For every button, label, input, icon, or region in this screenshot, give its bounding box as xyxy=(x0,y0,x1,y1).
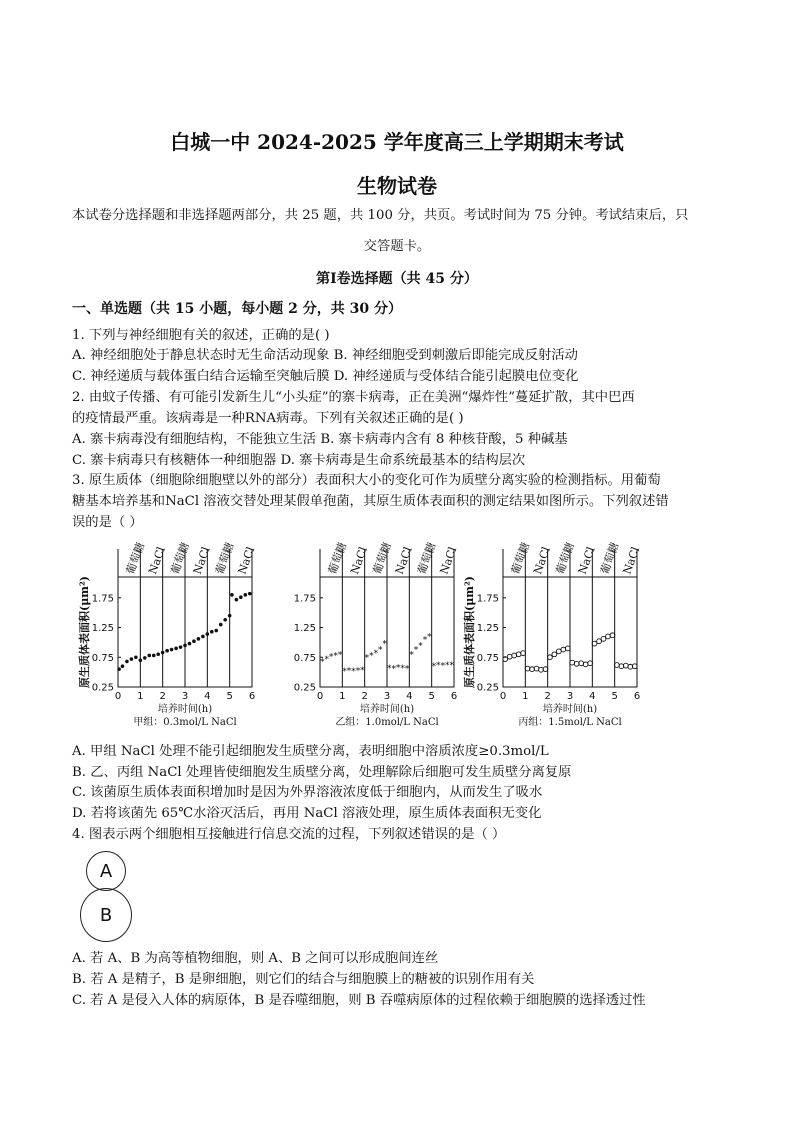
x-tick-label: 0 xyxy=(499,691,507,702)
x-tick-label: 5 xyxy=(226,691,233,702)
treatment-label: 葡萄糖 xyxy=(598,540,622,577)
chart-panel-2 xyxy=(294,540,460,728)
data-point xyxy=(197,637,201,641)
data-point xyxy=(239,595,243,599)
x-tick-label: 0 xyxy=(114,691,122,702)
data-point xyxy=(210,630,214,634)
data-point xyxy=(552,652,557,657)
q4-option-a: A. 若 A、B 为高等植物细胞，则 A、B 之间可以形成胞间连丝 xyxy=(72,951,439,966)
data-point: * xyxy=(337,650,343,661)
q4-option-b: B. 若 A 是精子，B 是卵细胞，则它们的结合与细胞膜上的糖被的识别作用有关 xyxy=(72,972,535,987)
data-point xyxy=(143,656,147,660)
y-tick-label: 0.25 xyxy=(476,682,499,694)
data-point: * xyxy=(351,666,356,677)
data-point xyxy=(174,647,178,651)
treatment-label: NaCl xyxy=(437,545,460,577)
data-point: * xyxy=(333,651,338,662)
data-point xyxy=(597,639,602,644)
x-axis-label: 培养时间(h) xyxy=(542,704,598,715)
x-tick-label: 5 xyxy=(611,691,618,702)
data-point: * xyxy=(364,653,370,664)
x-tick-label: 1 xyxy=(522,691,529,702)
cell-b-label: B xyxy=(99,904,113,926)
data-point: * xyxy=(342,666,347,677)
treatment-label: NaCl xyxy=(190,545,213,577)
q3-charts xyxy=(70,535,670,735)
data-point: * xyxy=(422,635,428,646)
chart-panel-1 xyxy=(77,540,257,728)
data-point: * xyxy=(360,665,365,676)
q3-option-d: D. 若将该菌先 65℃水浴灭活后，再用 NaCl 溶液处理，原生质体表面积无变化 xyxy=(72,806,542,821)
q3-stem-1: 3. 原生质体（细胞除细胞壁以外的部分）表面积大小的变化可作为质壁分离实验的检测指标。用葡萄 xyxy=(72,473,661,488)
chart-title: 乙组：1.0mol/L NaCl xyxy=(335,717,439,728)
treatment-label: 葡萄糖 xyxy=(415,540,439,577)
treatment-label: NaCl xyxy=(531,545,553,577)
data-point xyxy=(165,649,169,653)
section-heading: 一、单选题（共 15 小题，每小题 2 分，共 30 分） xyxy=(72,301,402,317)
data-point xyxy=(248,592,252,596)
treatment-label: 葡萄糖 xyxy=(168,540,192,577)
data-point: * xyxy=(413,645,419,656)
data-point xyxy=(125,660,129,664)
x-tick-label: 4 xyxy=(589,691,596,702)
chart-title: 甲组：0.3mol/L NaCl xyxy=(133,717,237,728)
y-tick-label: 1.25 xyxy=(293,623,316,635)
y-tick-label: 0.25 xyxy=(293,682,316,694)
data-point: * xyxy=(346,666,352,677)
x-axis-label: 培养时间(h) xyxy=(157,704,213,715)
data-point xyxy=(156,652,160,656)
y-axis-label: 原生质体表面积(μm²) xyxy=(78,576,91,688)
data-point: * xyxy=(409,650,414,661)
x-tick-label: 5 xyxy=(428,691,435,702)
treatment-label: NaCl xyxy=(392,545,415,577)
treatment-label: 葡萄糖 xyxy=(370,540,394,577)
y-tick-label: 0.75 xyxy=(91,652,114,664)
data-point xyxy=(219,623,223,627)
data-point xyxy=(235,598,239,602)
y-tick-label: 0.75 xyxy=(476,652,499,664)
data-point: * xyxy=(395,663,401,674)
q2-options-cd: C. 寨卡病毒只有核糖体一种细胞器 D. 寨卡病毒是生命系统最基本的结构层次 xyxy=(72,453,526,468)
q4-option-c: C. 若 A 是侵入人体的病原体，B 是吞噬细胞，则 B 吞噬病原体的过程依赖于细胞膜的选择透过性 xyxy=(72,993,646,1008)
treatment-label: 葡萄糖 xyxy=(553,540,577,577)
intro-line-2: 交答题卡。 xyxy=(363,239,431,254)
data-point: * xyxy=(436,661,441,671)
data-point xyxy=(147,654,151,658)
data-point xyxy=(601,636,606,641)
y-tick-label: 1.75 xyxy=(293,593,316,605)
data-point: * xyxy=(324,655,329,666)
q3-stem-3: 误的是（ ） xyxy=(72,515,143,530)
data-point xyxy=(170,648,174,652)
treatment-label: NaCl xyxy=(146,545,168,577)
data-point: * xyxy=(319,657,325,668)
treatment-label: 葡萄糖 xyxy=(213,540,237,577)
x-tick-label: 3 xyxy=(566,691,574,702)
data-point: * xyxy=(404,664,410,675)
data-point xyxy=(161,651,165,655)
data-point: * xyxy=(369,651,374,662)
q4-stem: 4. 图表示两个细胞相互接触进行信息交流的过程，下列叙述错误的是（ ） xyxy=(72,827,506,842)
y-tick-label: 0.25 xyxy=(91,682,114,694)
x-tick-label: 3 xyxy=(383,691,391,702)
q3-option-b: B. 乙、丙组 NaCl 处理皆使细胞发生质壁分离，处理解除后细胞可发生质壁分离复原 xyxy=(72,765,572,780)
data-point: * xyxy=(386,663,392,674)
data-point xyxy=(228,614,232,618)
data-point xyxy=(139,658,143,662)
data-point: * xyxy=(440,661,446,672)
cell-a-label: A xyxy=(99,860,113,882)
data-point xyxy=(521,651,526,656)
q2-options-ab: A. 寨卡病毒没有细胞结构，不能独立生活 B. 寨卡病毒内含有 8 种核苷酸，5 种碱基 xyxy=(72,432,568,447)
part-heading: 第Ⅰ卷选择题（共 45 分） xyxy=(316,271,478,287)
data-point: * xyxy=(418,641,423,652)
data-point xyxy=(588,661,593,666)
data-point xyxy=(610,633,615,638)
x-tick-label: 4 xyxy=(204,691,211,702)
treatment-label: NaCl xyxy=(348,545,370,577)
data-point: * xyxy=(431,662,437,673)
q1-options-cd: C. 神经递质与载体蛋白结合运输至突触后膜 D. 神经递质与受体结合能引起膜电位变化 xyxy=(72,369,579,384)
data-point xyxy=(201,635,205,639)
y-tick-label: 1.25 xyxy=(476,623,499,635)
x-tick-label: 1 xyxy=(137,691,144,702)
y-tick-label: 1.75 xyxy=(91,593,114,605)
treatment-label: 葡萄糖 xyxy=(508,540,533,577)
data-point: * xyxy=(382,639,388,650)
x-tick-label: 6 xyxy=(633,691,641,702)
q2-stem-2: 的疫情最严重。该病毒是一种RNA病毒。下列有关叙述正确的是( ) xyxy=(72,411,464,426)
intro-line-1: 本试卷分选择题和非选择题两部分，共 25 题，共 100 分，共页。考试时间为 75 分钟。考试结束后，只 xyxy=(72,208,689,223)
data-point: * xyxy=(373,649,379,660)
treatment-label: NaCl xyxy=(235,545,258,577)
data-point xyxy=(592,641,597,646)
x-tick-label: 2 xyxy=(361,691,368,702)
data-point xyxy=(548,655,553,660)
y-tick-label: 0.75 xyxy=(293,652,316,664)
data-point: * xyxy=(378,645,383,656)
data-point: * xyxy=(445,661,450,671)
cell-a-circle xyxy=(86,851,126,891)
y-tick-label: 1.25 xyxy=(91,623,114,635)
cell-b-circle xyxy=(80,888,132,942)
data-point: * xyxy=(391,664,396,675)
data-point xyxy=(230,593,234,597)
data-point xyxy=(130,657,134,661)
y-tick-label: 1.75 xyxy=(476,593,499,605)
x-tick-label: 2 xyxy=(544,691,551,702)
data-point xyxy=(134,655,138,659)
q2-stem-1: 2. 由蚊子传播、有可能引发新生儿“小头症”的寨卡病毒，正在美洲“爆炸性”蔓延扩散，其中巴西 xyxy=(72,390,635,405)
treatment-label: 葡萄糖 xyxy=(325,540,350,577)
page-title: 白城一中 2024-2025 学年度高三上学期期末考试 xyxy=(170,130,624,154)
y-axis-label: 原生质体表面积(μm²) xyxy=(463,576,476,688)
data-point xyxy=(183,644,187,648)
data-point xyxy=(244,593,248,597)
x-tick-label: 2 xyxy=(159,691,166,702)
data-point xyxy=(117,667,121,671)
treatment-label: NaCl xyxy=(620,545,643,577)
x-tick-label: 0 xyxy=(316,691,324,702)
chart-panel-3 xyxy=(462,540,642,728)
x-tick-label: 1 xyxy=(339,691,346,702)
data-point xyxy=(223,618,227,622)
data-point: * xyxy=(427,632,432,643)
page-subtitle: 生物试卷 xyxy=(357,174,437,198)
data-point xyxy=(179,645,183,649)
q1-stem: 1. 下列与神经细胞有关的叙述，正确的是( ) xyxy=(72,328,330,343)
x-axis-label: 培养时间(h) xyxy=(359,704,415,715)
data-point: * xyxy=(328,652,334,663)
treatment-label: NaCl xyxy=(575,545,598,577)
treatment-label: 葡萄糖 xyxy=(123,540,148,577)
data-point: * xyxy=(449,661,455,671)
q1-options-ab: A. 神经细胞处于静息状态时无生命活动现象 B. 神经细胞受到刺激后即能完成反射活动 xyxy=(72,348,578,363)
x-tick-label: 3 xyxy=(181,691,189,702)
data-point xyxy=(188,642,192,646)
data-point xyxy=(192,639,196,643)
data-point xyxy=(121,664,125,668)
data-point xyxy=(214,629,218,633)
x-tick-label: 6 xyxy=(450,691,458,702)
x-tick-label: 4 xyxy=(406,691,413,702)
q3-stem-2: 糖基本培养基和NaCl 溶液交替处理某假单孢菌，其原生质体表面积的测定结果如图所示。下列叙述错 xyxy=(72,494,669,509)
data-point xyxy=(206,632,210,636)
data-point: * xyxy=(400,663,405,674)
q3-option-a: A. 甲组 NaCl 处理不能引起细胞发生质壁分离，表明细胞中溶质浓度≥0.3mol/L xyxy=(72,744,549,759)
data-point xyxy=(565,646,570,651)
data-point xyxy=(152,654,156,658)
data-point: * xyxy=(355,666,361,677)
x-tick-label: 6 xyxy=(248,691,256,702)
q3-option-c: C. 该菌原生质体表面积增加时是因为外界溶液浓度低于细胞内，从而发生了吸水 xyxy=(72,785,543,800)
chart-title: 丙组：1.5mol/L NaCl xyxy=(518,717,622,728)
